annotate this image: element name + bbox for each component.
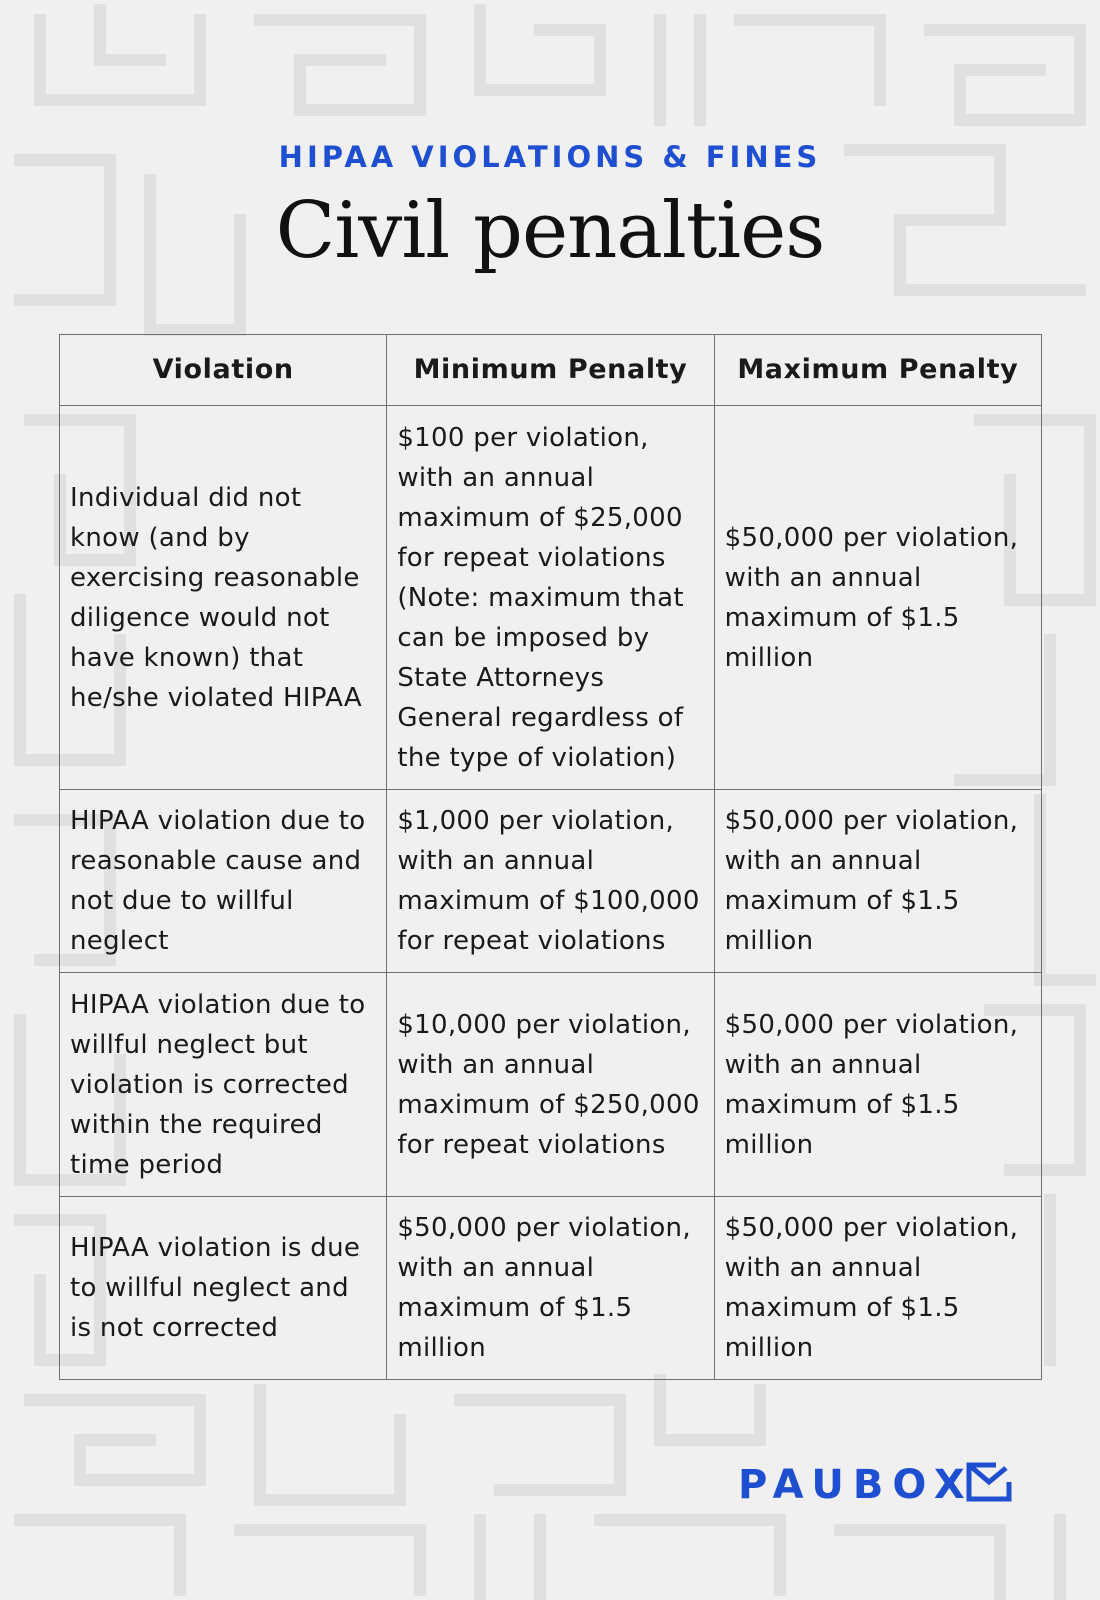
column-header-violation: Violation [60,335,387,406]
table-row [60,1197,1042,1380]
violation-cell: HIPAA violation is due to willful neglect and is not corrected [60,1197,387,1380]
table-row [60,973,1042,1197]
table-header-row [60,335,1042,406]
violation-cell: Individual did not know (and by exercising reasonable diligence would not have known) that he/she violated HIPAA [60,406,387,790]
paubox-logo: PAUBOX [738,1462,974,1508]
column-header-maximum-penalty: Maximum Penalty [714,335,1041,406]
eyebrow-heading: HIPAA VIOLATIONS & FINES [278,140,822,174]
maximum-penalty-cell: $50,000 per violation, with an annual maximum of $1.5 million [714,790,1041,973]
violation-cell: HIPAA violation due to willful neglect but violation is corrected within the required time period [60,973,387,1197]
maximum-penalty-cell: $50,000 per violation, with an annual maximum of $1.5 million [714,973,1041,1197]
penalties-table [59,334,1042,1380]
maximum-penalty-cell: $50,000 per violation, with an annual maximum of $1.5 million [714,406,1041,790]
table-row [60,790,1042,973]
minimum-penalty-cell: $1,000 per violation, with an annual maximum of $100,000 for repeat violations [387,790,714,973]
page-title: Civil penalties [275,186,825,276]
minimum-penalty-cell: $50,000 per violation, with an annual maximum of $1.5 million [387,1197,714,1380]
column-header-minimum-penalty: Minimum Penalty [387,335,714,406]
maximum-penalty-cell: $50,000 per violation, with an annual maximum of $1.5 million [714,1197,1041,1380]
violation-cell: HIPAA violation due to reasonable cause and not due to willful neglect [60,790,387,973]
minimum-penalty-cell: $100 per violation, with an annual maximum of $25,000 for repeat violations (Note: maximum that can be imposed by State Attorneys General regardless of the type of violation) [387,406,714,790]
minimum-penalty-cell: $10,000 per violation, with an annual maximum of $250,000 for repeat violations [387,973,714,1197]
envelope-icon [966,1462,1012,1502]
table-row [60,406,1042,790]
